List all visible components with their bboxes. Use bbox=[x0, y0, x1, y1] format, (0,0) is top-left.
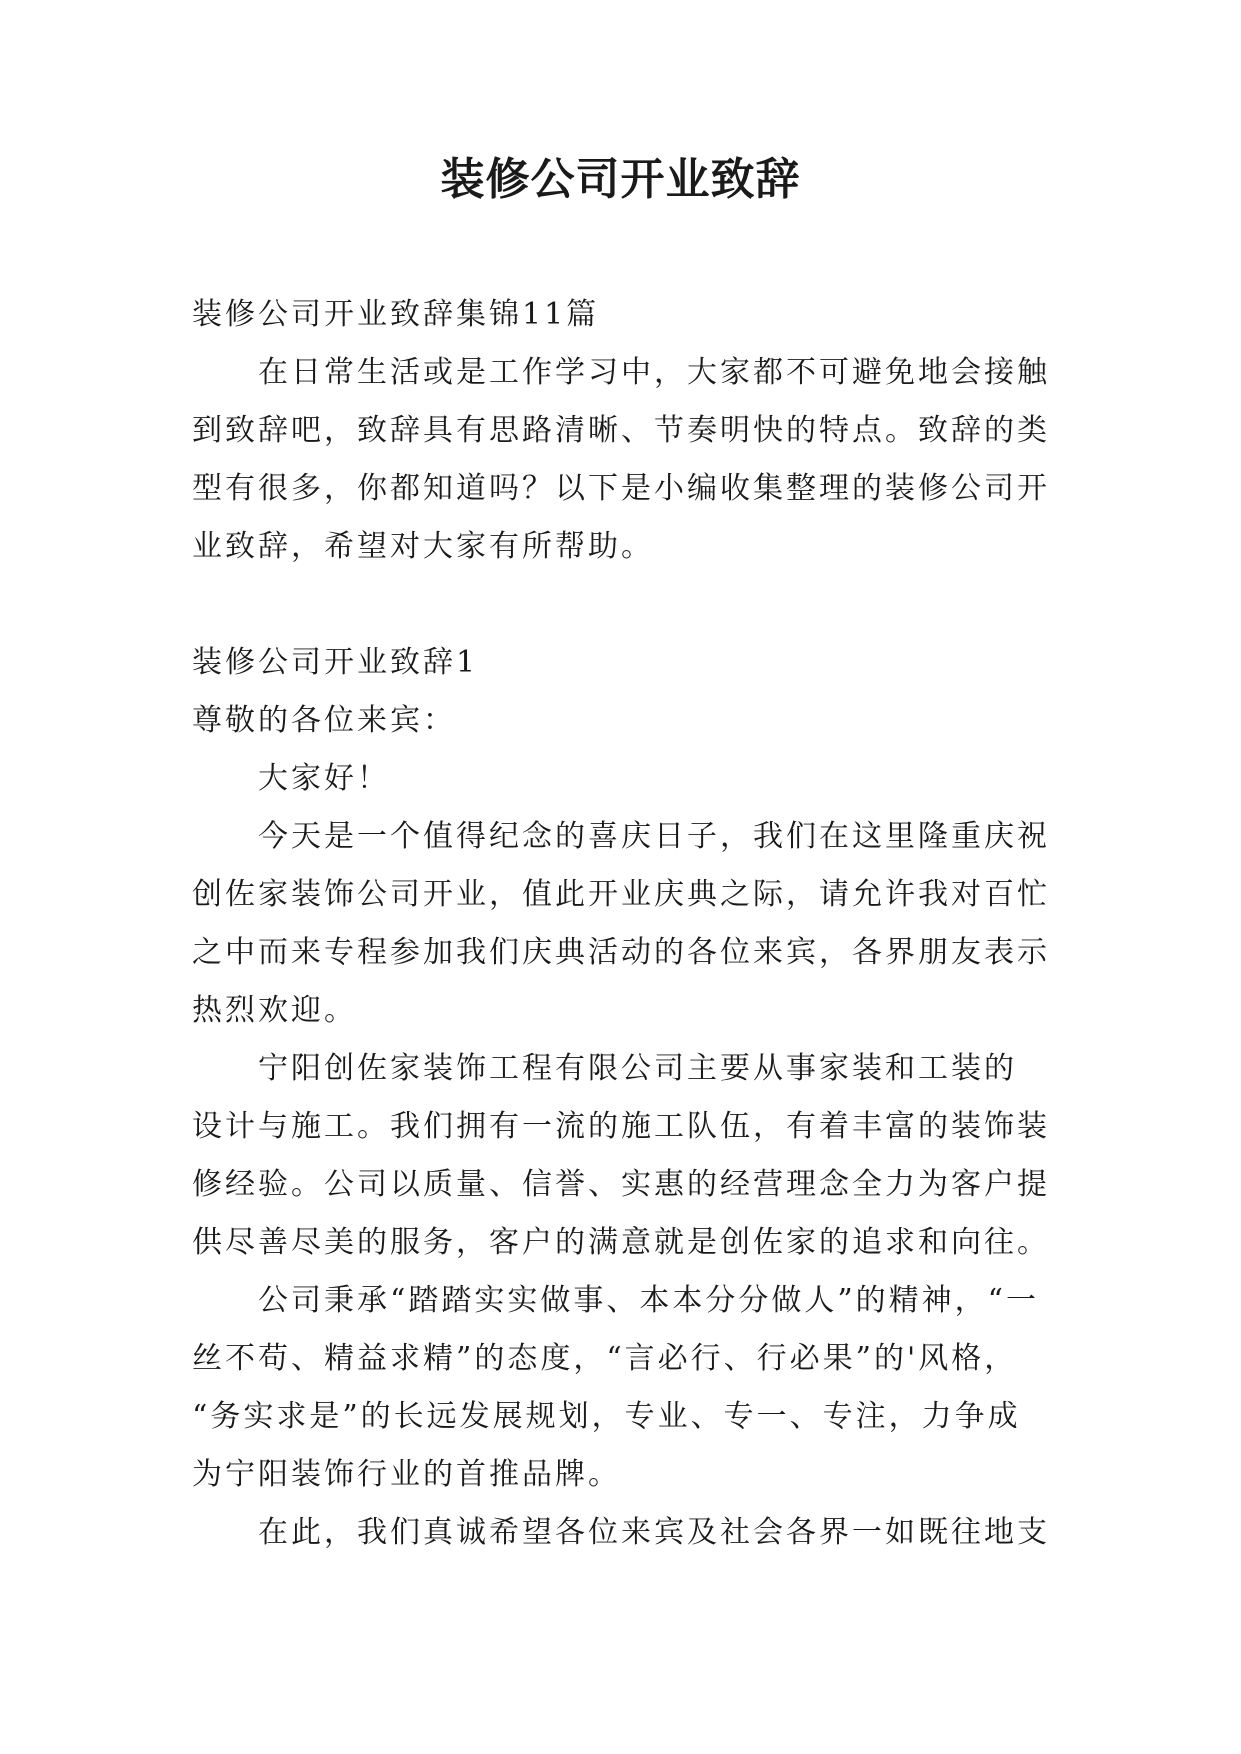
salutation: 尊敬的各位来宾： bbox=[192, 703, 456, 738]
text-line: 在日常生活或是工作学习中，大家都不可避免地会接触 bbox=[258, 355, 1050, 390]
text-line: 设计与施工。我们拥有一流的施工队伍，有着丰富的装饰装 bbox=[192, 1109, 1050, 1144]
paragraph-4 bbox=[192, 1504, 1072, 1562]
text-line: 宁阳创佐家装饰工程有限公司主要从事家装和工装的 bbox=[258, 1051, 1017, 1086]
paragraph-2 bbox=[192, 1040, 1072, 1272]
text-line: 业致辞，希望对大家有所帮助。 bbox=[192, 529, 654, 564]
intro-paragraph bbox=[192, 344, 1072, 576]
text-line: “务实求是”的长远发展规划，专业、专一、专注，力争成 bbox=[192, 1399, 1021, 1434]
paragraph-gap bbox=[192, 576, 1072, 634]
text-line: 供尽善尽美的服务，客户的满意就是创佐家的追求和向往。 bbox=[192, 1225, 1050, 1260]
greeting: 大家好！ bbox=[258, 761, 390, 796]
document-title: 装修公司开业致辞 bbox=[440, 154, 801, 205]
paragraph-3 bbox=[192, 1272, 1072, 1504]
text-line: 今天是一个值得纪念的喜庆日子，我们在这里隆重庆祝 bbox=[258, 819, 1050, 854]
section-heading: 装修公司开业致辞1 bbox=[192, 645, 479, 680]
text-line: 之中而来专程参加我们庆典活动的各位来宾，各界朋友表示 bbox=[192, 935, 1050, 970]
paragraph-1 bbox=[192, 808, 1072, 1040]
text-line: 丝不苟、精益求精”的态度，“言必行、行必果”的'风格， bbox=[192, 1341, 1018, 1376]
text-line: 热烈欢迎。 bbox=[192, 993, 357, 1028]
text-line: 在此，我们真诚希望各位来宾及社会各界一如既往地支 bbox=[258, 1515, 1050, 1550]
text-line: 为宁阳装饰行业的首推品牌。 bbox=[192, 1457, 621, 1492]
text-line: 型有很多，你都知道吗？以下是小编收集整理的装修公司开 bbox=[192, 471, 1050, 506]
document-body bbox=[192, 286, 1072, 1562]
text-line: 到致辞吧，致辞具有思路清晰、节奏明快的特点。致辞的类 bbox=[192, 413, 1050, 448]
text-line: 公司秉承“踏踏实实做事、本本分分做人”的精神，“一 bbox=[258, 1283, 1040, 1318]
text-line: 创佐家装饰公司开业，值此开业庆典之际，请允许我对百忙 bbox=[192, 877, 1050, 912]
document-subtitle: 装修公司开业致辞集锦11篇 bbox=[192, 297, 600, 332]
text-line: 修经验。公司以质量、信誉、实惠的经营理念全力为客户提 bbox=[192, 1167, 1050, 1202]
